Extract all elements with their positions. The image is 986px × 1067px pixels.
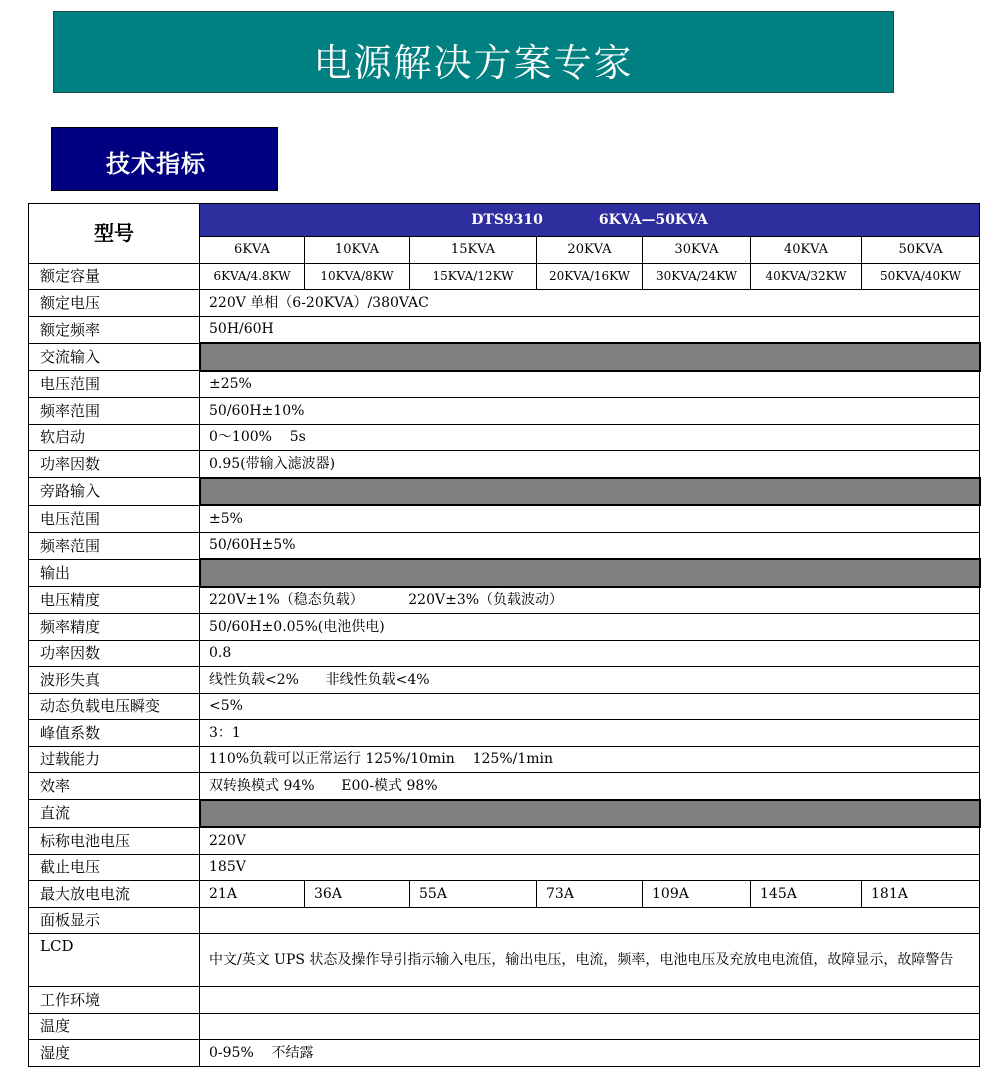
section-row-fill (200, 800, 980, 828)
table-row (29, 827, 980, 854)
row-value: 3：1 (200, 720, 980, 747)
row-label: 功率因数 (29, 451, 200, 478)
row-value: 220V (200, 827, 980, 854)
row-label: 电压范围 (29, 371, 200, 398)
row-value: 中文/英文 UPS 状态及操作导引指示输入电压，输出电压，电流，频率，电池电压及充放电电流值，故障显示，故障警告 (200, 934, 980, 987)
capacity-cell: 6KVA (200, 237, 305, 264)
row-label: 效率 (29, 773, 200, 800)
row-label: 频率精度 (29, 614, 200, 641)
row-value: ±5% (200, 505, 980, 532)
table-row (29, 773, 980, 800)
row-value: 50H/60H (200, 316, 980, 343)
row-label: 功率因数 (29, 640, 200, 667)
table-row (29, 587, 980, 614)
table-row (29, 854, 980, 881)
section-row-label: 直流 (29, 800, 200, 828)
row-label: 频率范围 (29, 398, 200, 425)
model-label: 型号 (29, 204, 200, 264)
model-range: 6KVA—50KVA (598, 212, 708, 228)
section-row-label: 旁路输入 (29, 478, 200, 506)
table-row (29, 424, 980, 451)
capacity-value: 10KVA/8KW (305, 263, 410, 290)
capacity-cell: 30KVA (643, 237, 751, 264)
table-row (29, 398, 980, 425)
table-row (29, 559, 980, 587)
table-row (29, 532, 980, 559)
table-row (29, 371, 980, 398)
row-value: 0.95(带输入滤波器) (200, 451, 980, 478)
capacity-cell: 40KVA (751, 237, 862, 264)
row-label: 面板显示 (29, 907, 200, 934)
capacity-cell: 50KVA (862, 237, 980, 264)
model-series: DTS9310 (471, 212, 543, 228)
row-value: 50/60H±0.05%(电池供电) (200, 614, 980, 641)
table-row (29, 1040, 980, 1067)
row-label: 湿度 (29, 1040, 200, 1067)
capacity-value: 40KVA/32KW (751, 263, 862, 290)
table-row (29, 263, 980, 290)
table-row (29, 746, 980, 773)
discharge-value: 55A (410, 881, 537, 908)
row-label: 截止电压 (29, 854, 200, 881)
table-row (29, 667, 980, 694)
table-row (29, 1013, 980, 1040)
row-label: 动态负载电压瞬变 (29, 693, 200, 720)
capacity-value: 20KVA/16KW (537, 263, 643, 290)
row-label: 标称电池电压 (29, 827, 200, 854)
row-label: 软启动 (29, 424, 200, 451)
table-row (29, 451, 980, 478)
row-value-empty (200, 1013, 980, 1040)
capacity-cell: 10KVA (305, 237, 410, 264)
table-row (29, 800, 980, 828)
row-label: LCD (29, 934, 200, 987)
discharge-value: 21A (200, 881, 305, 908)
row-value: 50/60H±10% (200, 398, 980, 425)
row-label: 最大放电电流 (29, 881, 200, 908)
table-row (29, 934, 980, 987)
row-label: 温度 (29, 1013, 200, 1040)
row-value: 220V±1%（稳态负载） 220V±3%（负载波动） (200, 587, 980, 614)
table-row (29, 290, 980, 317)
section-title: 技术指标 (106, 150, 206, 178)
row-value: 线性负载<2% 非线性负载<4% (200, 667, 980, 694)
row-value: 220V 单相（6-20KVA）/380VAC (200, 290, 980, 317)
row-label: 额定电压 (29, 290, 200, 317)
row-label: 频率范围 (29, 532, 200, 559)
section-header (51, 127, 278, 191)
capacity-cell: 20KVA (537, 237, 643, 264)
capacity-value: 50KVA/40KW (862, 263, 980, 290)
row-value-empty (200, 907, 980, 934)
capacity-value: 30KVA/24KW (643, 263, 751, 290)
table-row (29, 987, 980, 1014)
row-value: <5% (200, 693, 980, 720)
table-row (29, 720, 980, 747)
section-row-fill (200, 478, 980, 506)
table-row (29, 693, 980, 720)
table-row (29, 316, 980, 343)
row-value: 0-95% 不结露 (200, 1040, 980, 1067)
table-row (29, 881, 980, 908)
row-label: 额定容量 (29, 263, 200, 290)
row-label: 工作环境 (29, 987, 200, 1014)
discharge-value: 145A (751, 881, 862, 908)
capacity-value: 6KVA/4.8KW (200, 263, 305, 290)
capacity-value: 15KVA/12KW (410, 263, 537, 290)
row-value-empty (200, 987, 980, 1014)
row-value: 110%负载可以正常运行 125%/10min 125%/1min (200, 746, 980, 773)
row-label: 峰值系数 (29, 720, 200, 747)
row-value: 185V (200, 854, 980, 881)
table-row (29, 505, 980, 532)
discharge-value: 109A (643, 881, 751, 908)
capacity-cell: 15KVA (410, 237, 537, 264)
discharge-value: 36A (305, 881, 410, 908)
spec-table (28, 203, 981, 1067)
section-row-fill (200, 559, 980, 587)
table-row (29, 907, 980, 934)
row-label: 电压精度 (29, 587, 200, 614)
section-row-label: 交流输入 (29, 343, 200, 371)
row-label: 过载能力 (29, 746, 200, 773)
discharge-value: 181A (862, 881, 980, 908)
row-value: 0.8 (200, 640, 980, 667)
page-title: 电源解决方案专家 (313, 41, 634, 85)
row-value: ±25% (200, 371, 980, 398)
table-row (29, 204, 980, 237)
table-row (29, 343, 980, 371)
row-value: 50/60H±5% (200, 532, 980, 559)
row-label: 额定频率 (29, 316, 200, 343)
section-row-fill (200, 343, 980, 371)
header-banner (53, 11, 894, 93)
row-label: 电压范围 (29, 505, 200, 532)
row-label: 波形失真 (29, 667, 200, 694)
table-row (29, 478, 980, 506)
section-row-label: 输出 (29, 559, 200, 587)
row-value: 0～100% 5s (200, 424, 980, 451)
row-value: 双转换模式 94% E00-模式 98% (200, 773, 980, 800)
model-header (200, 204, 980, 237)
table-row (29, 640, 980, 667)
discharge-value: 73A (537, 881, 643, 908)
table-row (29, 614, 980, 641)
